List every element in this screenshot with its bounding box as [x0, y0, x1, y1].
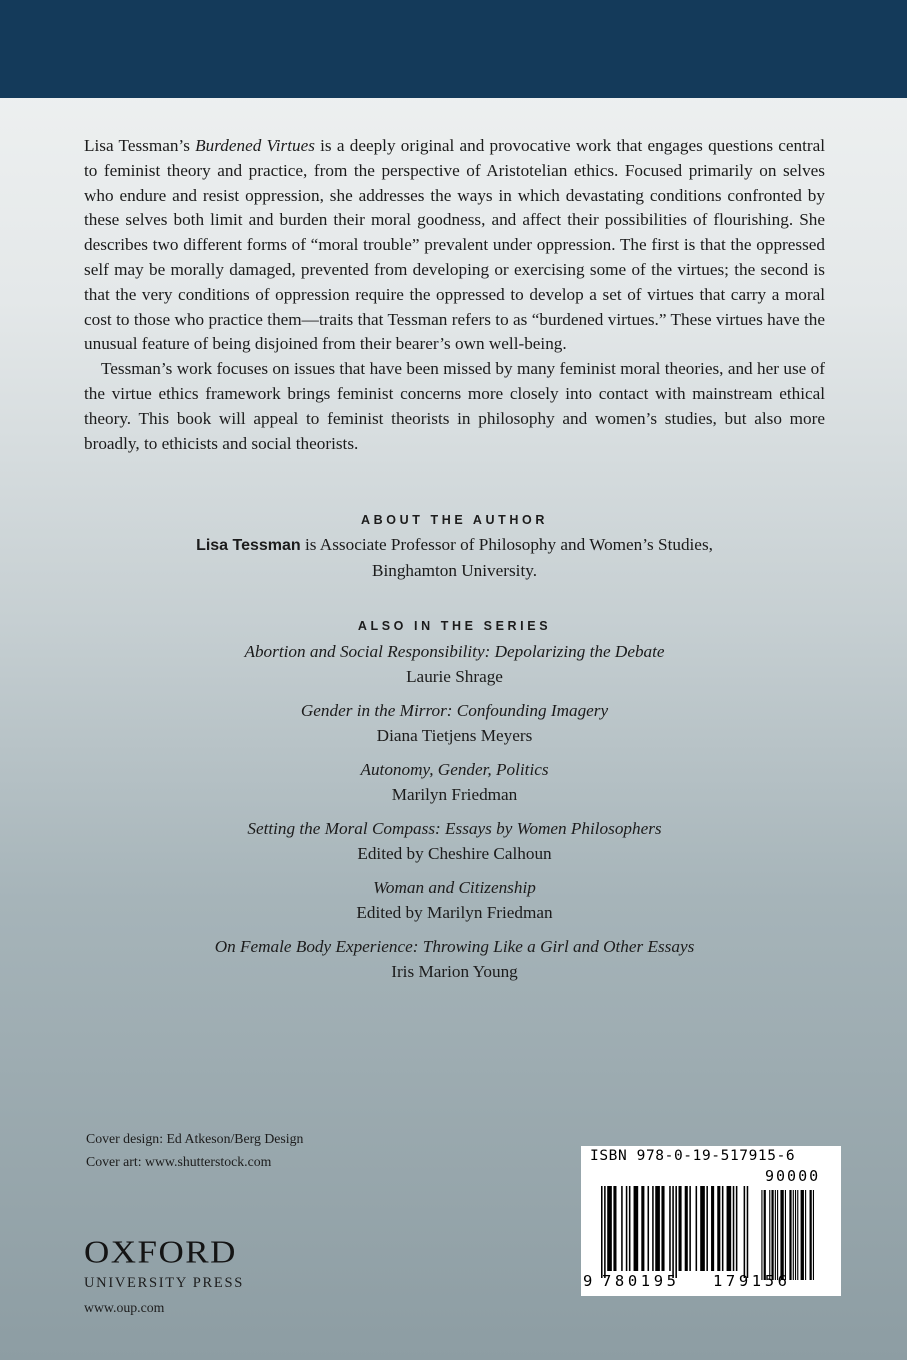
addon-bar — [771, 1190, 773, 1280]
oxford-logo — [84, 1236, 244, 1292]
addon-bar — [769, 1190, 770, 1280]
barcode-bar — [711, 1186, 714, 1271]
barcode-bar — [604, 1186, 606, 1278]
series-item — [84, 876, 825, 925]
addon-bar — [777, 1190, 778, 1280]
barcode-bar — [648, 1186, 650, 1271]
barcode-digits-left: 780195 — [602, 1272, 680, 1290]
cover-credits — [86, 1127, 303, 1173]
addon-bar — [805, 1190, 806, 1280]
barcode-bar — [669, 1186, 671, 1271]
series-author: Iris Marion Young — [391, 961, 518, 981]
addon-bar — [775, 1190, 776, 1280]
author-name: Lisa Tessman — [196, 537, 301, 554]
publisher-block — [84, 1236, 244, 1316]
barcode-bar — [717, 1186, 720, 1271]
barcode-bar — [747, 1186, 749, 1278]
cover-design-credit: Cover design: Ed Atkeson/Berg Design — [86, 1131, 304, 1146]
series-title: Gender in the Mirror: Confounding Imagery — [300, 701, 609, 720]
publisher-url: www.oup.com — [84, 1300, 165, 1315]
barcode-bar — [601, 1186, 603, 1278]
series-item — [84, 699, 825, 748]
barcode-bar — [689, 1186, 691, 1271]
series-title: Setting the Moral Compass: Essays by Women Philosophers — [247, 819, 662, 838]
addon-bar — [785, 1190, 786, 1280]
series-item — [84, 758, 825, 807]
barcode-bar — [696, 1186, 698, 1271]
addon-bar — [789, 1190, 791, 1280]
addon-bar — [761, 1190, 762, 1280]
barcode-bar — [744, 1186, 746, 1278]
addon-bar — [795, 1190, 796, 1280]
blurb-paragraph-2: Tessman’s work focuses on issues that have been missed by many feminist moral theories, and her use of the virtue ethics framework brings feminist concerns more closely into contact with mainstream ethical theory. This book will appeal to feminist theorists in philosophy and women’s studies, but also more broadly, to ethicists and social theorists. — [84, 359, 825, 453]
barcode-bar — [675, 1186, 677, 1278]
barcode-bar — [679, 1186, 682, 1271]
price-code: 90000 — [765, 1167, 821, 1185]
series-author: Diana Tietjens Meyers — [376, 725, 533, 745]
series-item — [84, 935, 825, 984]
addon-bar — [813, 1190, 814, 1280]
barcode-bar — [672, 1186, 674, 1278]
barcode-bar — [727, 1186, 732, 1271]
barcode-bar — [607, 1186, 612, 1271]
addon-bar — [810, 1190, 812, 1280]
barcode-bar — [621, 1186, 623, 1271]
series-author: Edited by Marilyn Friedman — [356, 902, 553, 922]
cover-art-credit: Cover art: www.shutterstock.com — [86, 1154, 272, 1169]
top-color-band — [0, 0, 907, 98]
series-heading: ALSO IN THE SERIES — [357, 619, 552, 633]
series-author: Marilyn Friedman — [391, 784, 518, 804]
addon-bar — [780, 1190, 783, 1280]
barcode-bar — [736, 1186, 738, 1271]
barcode-digit-first: 9 — [583, 1272, 593, 1290]
barcode-bar — [733, 1186, 735, 1271]
series-item — [84, 817, 825, 866]
logo-sub-text: UNIVERSITY PRESS — [84, 1275, 245, 1291]
barcode-digits-right: 179156 — [713, 1272, 791, 1290]
series-title: Autonomy, Gender, Politics — [360, 760, 549, 779]
barcode-bar — [661, 1186, 664, 1271]
addon-bar — [764, 1190, 766, 1280]
barcode-bar — [641, 1186, 644, 1271]
isbn-barcode — [581, 1146, 841, 1296]
series-title: Woman and Citizenship — [373, 878, 536, 897]
barcode-bar — [626, 1186, 628, 1271]
barcode-bar — [652, 1186, 654, 1271]
about-heading: ABOUT THE AUTHOR — [361, 513, 548, 527]
addon-bar — [793, 1190, 794, 1280]
series-author: Edited by Cheshire Calhoun — [357, 843, 552, 863]
series-title: Abortion and Social Responsibility: Depolarizing the Debate — [244, 642, 665, 661]
author-bio: Lisa Tessman is Associate Professor of Philosophy and Women’s Studies, Binghamton University. — [196, 535, 713, 580]
barcode-bar — [700, 1186, 705, 1271]
addon-bar — [797, 1190, 798, 1280]
barcode-bar — [655, 1186, 660, 1271]
about-the-author — [84, 513, 825, 583]
series-item — [84, 640, 825, 689]
isbn-label: ISBN 978-0-19-517915-6 — [590, 1148, 796, 1164]
blurb-paragraph-1: Lisa Tessman’s Burdened Virtues is a deeply original and provocative work that engages questions central to feminist theory and practice, from the perspective of Aristotelian ethics. Focused primarily on selves who endure and resist oppression, she addresses the ways in which devastating conditions confronted by these selves both limit and burden their moral goodness, and affect their possibilities of flourishing. She describes two different forms of “moral trouble” prevalent under oppression. The first is that the oppressed self may be morally damaged, prevented from developing or exercising some of the virtues; the second is that the very conditions of oppression require the oppressed to develop a set of virtues that carry a moral cost to those who practice them—traits that Tessman refers to as “burdened virtues.” These virtues have the unusual feature of being disjoined from their bearer’s own well-being. — [84, 136, 825, 354]
back-cover-blurb — [84, 134, 825, 456]
barcode-bar — [706, 1186, 708, 1271]
barcode-bar — [629, 1186, 631, 1271]
barcode-bar — [685, 1186, 688, 1271]
series-author: Laurie Shrage — [406, 666, 503, 686]
series-list — [84, 640, 825, 984]
barcode-bar — [722, 1186, 724, 1271]
logo-main-text: OXFORD — [84, 1234, 237, 1271]
book-title: Burdened Virtues — [195, 136, 315, 155]
addon-bar — [801, 1190, 804, 1280]
series-title: On Female Body Experience: Throwing Like a Girl and Other Essays — [214, 937, 695, 956]
barcode-bar — [613, 1186, 616, 1271]
also-in-the-series — [84, 619, 825, 994]
barcode-bar — [634, 1186, 639, 1271]
